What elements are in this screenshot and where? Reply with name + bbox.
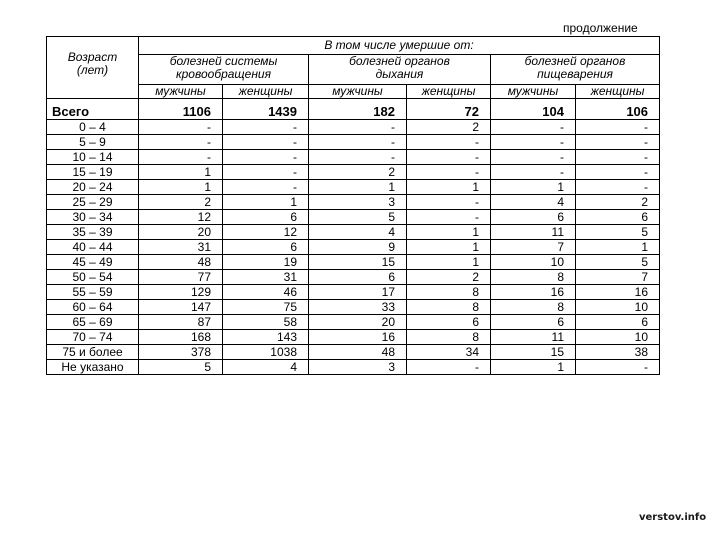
value-cell: 19	[223, 255, 309, 270]
value-cell: -	[576, 165, 660, 180]
value-cell: 5	[576, 255, 660, 270]
value-cell: -	[309, 150, 407, 165]
age-group-cell: 25 – 29	[47, 195, 139, 210]
value-cell: 6	[491, 210, 576, 225]
cause-digestive-line2: пищеварения	[537, 67, 613, 81]
age-header-line1: Возраст	[67, 50, 118, 64]
table-row	[47, 330, 660, 345]
value-cell: 1	[309, 180, 407, 195]
age-column-header	[47, 37, 139, 99]
value-cell: -	[223, 150, 309, 165]
table-row	[47, 285, 660, 300]
value-cell: 147	[139, 300, 223, 315]
value-cell: 1038	[223, 345, 309, 360]
table-row	[47, 315, 660, 330]
value-cell: 6	[407, 315, 491, 330]
total-value: 104	[491, 99, 576, 120]
value-cell: 5	[139, 360, 223, 375]
table-row	[47, 210, 660, 225]
value-cell: 11	[491, 225, 576, 240]
age-group-cell: 65 – 69	[47, 315, 139, 330]
value-cell: 9	[309, 240, 407, 255]
sex-header: мужчины	[491, 85, 576, 99]
table-row	[47, 270, 660, 285]
value-cell: 8	[407, 300, 491, 315]
total-value: 182	[309, 99, 407, 120]
age-group-cell: 40 – 44	[47, 240, 139, 255]
value-cell: 17	[309, 285, 407, 300]
sex-header: мужчины	[139, 85, 223, 99]
value-cell: -	[223, 120, 309, 135]
total-value: 72	[407, 99, 491, 120]
value-cell: 33	[309, 300, 407, 315]
table-row	[47, 360, 660, 375]
value-cell: 7	[491, 240, 576, 255]
value-cell: 8	[407, 285, 491, 300]
table-row	[47, 300, 660, 315]
value-cell: 75	[223, 300, 309, 315]
value-cell: 5	[576, 225, 660, 240]
value-cell: 4	[309, 225, 407, 240]
value-cell: 15	[491, 345, 576, 360]
age-group-cell: 45 – 49	[47, 255, 139, 270]
value-cell: 6	[576, 315, 660, 330]
value-cell: 129	[139, 285, 223, 300]
age-group-cell: 20 – 24	[47, 180, 139, 195]
value-cell: -	[491, 165, 576, 180]
age-group-cell: 75 и более	[47, 345, 139, 360]
value-cell: -	[407, 150, 491, 165]
cause-header-circulatory	[139, 55, 309, 85]
table-row	[47, 120, 660, 135]
table-row	[47, 345, 660, 360]
continuation-note: продолжение	[563, 21, 638, 35]
sex-header: мужчины	[309, 85, 407, 99]
value-cell: 10	[576, 300, 660, 315]
cause-circulatory-line2: кровообращения	[175, 67, 272, 81]
value-cell: 1	[576, 240, 660, 255]
value-cell: 4	[491, 195, 576, 210]
value-cell: 1	[491, 180, 576, 195]
value-cell: 58	[223, 315, 309, 330]
table-row	[47, 225, 660, 240]
value-cell: 11	[491, 330, 576, 345]
value-cell: 6	[491, 315, 576, 330]
value-cell: 38	[576, 345, 660, 360]
age-group-cell: Не указано	[47, 360, 139, 375]
sex-header: женщины	[223, 85, 309, 99]
cause-group-title: В том числе умершие от:	[139, 37, 660, 55]
table-row	[47, 150, 660, 165]
value-cell: -	[309, 120, 407, 135]
value-cell: 1	[407, 255, 491, 270]
value-cell: -	[491, 150, 576, 165]
value-cell: 34	[407, 345, 491, 360]
age-group-cell: 35 – 39	[47, 225, 139, 240]
total-value: 1439	[223, 99, 309, 120]
value-cell: 16	[491, 285, 576, 300]
value-cell: -	[407, 195, 491, 210]
value-cell: -	[576, 135, 660, 150]
value-cell: 8	[491, 270, 576, 285]
age-group-cell: 10 – 14	[47, 150, 139, 165]
cause-circulatory-line1: болезней системы	[169, 54, 278, 68]
total-row	[47, 99, 660, 120]
total-label: Всего	[47, 99, 139, 120]
table-row	[47, 255, 660, 270]
value-cell: 168	[139, 330, 223, 345]
total-value: 1106	[139, 99, 223, 120]
cause-respiratory-line1: болезней органов	[349, 54, 450, 68]
value-cell: -	[407, 135, 491, 150]
sex-header: женщины	[407, 85, 491, 99]
value-cell: 48	[139, 255, 223, 270]
mortality-table	[46, 36, 660, 375]
age-group-cell: 70 – 74	[47, 330, 139, 345]
value-cell: -	[491, 120, 576, 135]
value-cell: 46	[223, 285, 309, 300]
cause-digestive-line1: болезней органов	[524, 54, 626, 68]
value-cell: 10	[491, 255, 576, 270]
value-cell: 8	[407, 330, 491, 345]
value-cell: -	[576, 120, 660, 135]
value-cell: 1	[407, 180, 491, 195]
value-cell: 6	[223, 240, 309, 255]
value-cell: -	[139, 135, 223, 150]
value-cell: -	[309, 135, 407, 150]
value-cell: -	[407, 360, 491, 375]
total-value: 106	[576, 99, 660, 120]
value-cell: 2	[309, 165, 407, 180]
value-cell: 2	[407, 120, 491, 135]
value-cell: 378	[139, 345, 223, 360]
value-cell: 77	[139, 270, 223, 285]
value-cell: 15	[309, 255, 407, 270]
value-cell: -	[576, 180, 660, 195]
table-row	[47, 135, 660, 150]
value-cell: 1	[407, 225, 491, 240]
value-cell: 31	[139, 240, 223, 255]
value-cell: 87	[139, 315, 223, 330]
value-cell: -	[407, 210, 491, 225]
value-cell: 16	[576, 285, 660, 300]
value-cell: 10	[576, 330, 660, 345]
value-cell: -	[576, 150, 660, 165]
value-cell: 48	[309, 345, 407, 360]
value-cell: 1	[491, 360, 576, 375]
value-cell: 3	[309, 195, 407, 210]
value-cell: -	[139, 120, 223, 135]
value-cell: 8	[491, 300, 576, 315]
value-cell: 2	[576, 195, 660, 210]
table-row	[47, 195, 660, 210]
value-cell: 6	[576, 210, 660, 225]
value-cell: 143	[223, 330, 309, 345]
value-cell: 4	[223, 360, 309, 375]
value-cell: -	[223, 165, 309, 180]
cause-header-respiratory	[309, 55, 491, 85]
age-group-cell: 0 – 4	[47, 120, 139, 135]
age-group-cell: 5 – 9	[47, 135, 139, 150]
value-cell: -	[491, 135, 576, 150]
value-cell: 6	[223, 210, 309, 225]
cause-respiratory-line2: дыхания	[375, 67, 424, 81]
value-cell: -	[576, 360, 660, 375]
value-cell: -	[139, 150, 223, 165]
table-row	[47, 240, 660, 255]
value-cell: 2	[139, 195, 223, 210]
value-cell: 3	[309, 360, 407, 375]
value-cell: 1	[223, 195, 309, 210]
value-cell: 16	[309, 330, 407, 345]
table-row	[47, 180, 660, 195]
cause-header-digestive	[491, 55, 660, 85]
value-cell: 1	[139, 165, 223, 180]
age-group-cell: 60 – 64	[47, 300, 139, 315]
value-cell: 31	[223, 270, 309, 285]
value-cell: 5	[309, 210, 407, 225]
age-group-cell: 55 – 59	[47, 285, 139, 300]
value-cell: 12	[223, 225, 309, 240]
value-cell: -	[407, 165, 491, 180]
value-cell: -	[223, 180, 309, 195]
value-cell: 12	[139, 210, 223, 225]
value-cell: 20	[139, 225, 223, 240]
value-cell: 6	[309, 270, 407, 285]
value-cell: 2	[407, 270, 491, 285]
value-cell: 1	[407, 240, 491, 255]
age-group-cell: 30 – 34	[47, 210, 139, 225]
value-cell: 1	[139, 180, 223, 195]
age-group-cell: 15 – 19	[47, 165, 139, 180]
age-group-cell: 50 – 54	[47, 270, 139, 285]
value-cell: 7	[576, 270, 660, 285]
sex-header: женщины	[576, 85, 660, 99]
watermark: verstov.info	[639, 512, 707, 523]
age-header-line2: (лет)	[76, 63, 109, 77]
table-row	[47, 165, 660, 180]
value-cell: 20	[309, 315, 407, 330]
value-cell: -	[223, 135, 309, 150]
